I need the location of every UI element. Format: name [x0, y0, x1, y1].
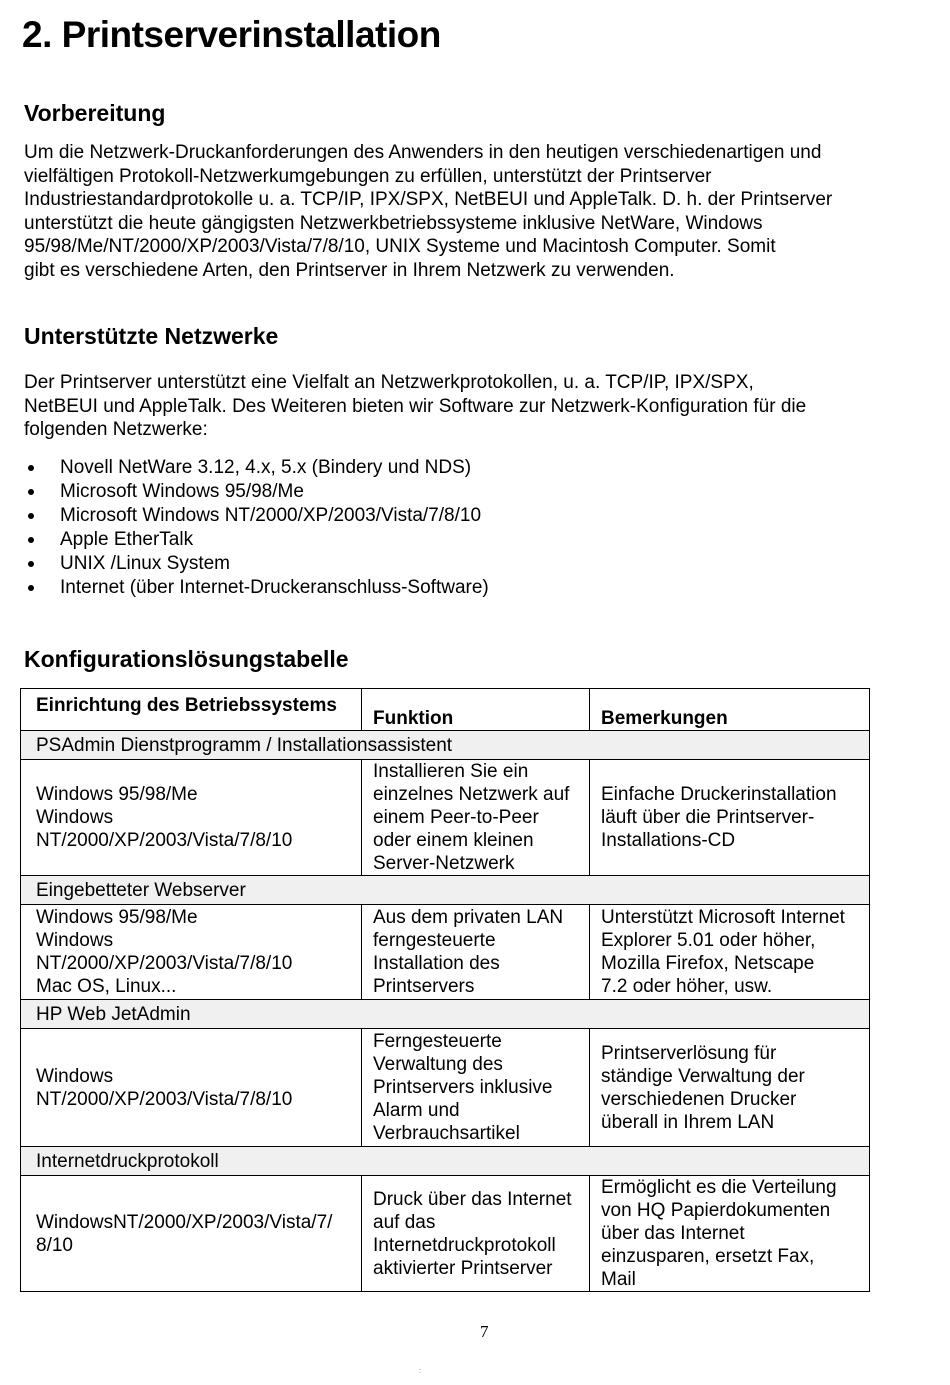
paragraph-line: NetBEUI und AppleTalk. Des Weiteren bieten wir Software zur Netzwerk-Konfiguration für die: [24, 395, 807, 417]
table-row: [21, 760, 870, 876]
header-cell-os: Einrichtung des Betriebssystems: [21, 689, 362, 731]
cell-os: WindowsNT/2000/XP/2003/Vista/7/ 8/10: [21, 1176, 362, 1292]
cell-function: Installieren Sie ein einzelnes Netzwerk auf einem Peer-to-Peer oder einem kleinen Server-Netzwerk: [362, 760, 590, 876]
cell-os: Windows 95/98/Me Windows NT/2000/XP/2003/Vista/7/8/10 Mac OS, Linux...: [21, 905, 362, 1000]
paragraph-line: unterstützt die heute gängigsten Netzwerkbetriebssysteme inklusive NetWare, Windows: [24, 212, 763, 234]
section-heading-table: Konfigurationslösungstabelle: [24, 646, 349, 672]
cell-os: Windows NT/2000/XP/2003/Vista/7/8/10: [21, 1029, 362, 1147]
cell-remarks: Einfache Druckerinstallation läuft über die Printserver- Installations-CD: [590, 760, 870, 876]
bullet-icon: [28, 537, 34, 543]
group-label: PSAdmin Dienstprogramm / Installationsassistent: [21, 731, 870, 760]
list-item: Internet (über Internet-Druckeranschluss-Software): [24, 576, 489, 600]
table-row: [21, 1176, 870, 1292]
group-label: HP Web JetAdmin: [21, 1000, 870, 1029]
header-cell-remarks: Bemerkungen: [590, 689, 870, 731]
table-group-row: [21, 1147, 870, 1176]
page-number: 7: [480, 1322, 489, 1341]
cell-function: Druck über das Internet auf das Internetdruckprotokoll aktivierter Printserver: [362, 1176, 590, 1292]
table-row: [21, 1029, 870, 1147]
list-item: Novell NetWare 3.12, 4.x, 5.x (Bindery und NDS): [24, 456, 489, 480]
paragraph-line: Der Printserver unterstützt eine Vielfalt an Netzwerkprotokollen, u. a. TCP/IP, IPX/SPX,: [24, 372, 754, 393]
page-title: 2. Printserverinstallation: [22, 14, 441, 55]
table-group-row: [21, 1000, 870, 1029]
bullet-icon: [28, 513, 34, 519]
network-list: [24, 456, 489, 600]
header-cell-function: Funktion: [362, 689, 590, 731]
configuration-table: [20, 688, 870, 1292]
list-item: Microsoft Windows 95/98/Me: [24, 480, 489, 504]
cell-function: Ferngesteuerte Verwaltung des Printservers inklusive Alarm und Verbrauchsartikel: [362, 1029, 590, 1147]
paragraph-line: Um die Netzwerk-Druckanforderungen des Anwenders in den heutigen verschiedenartigen und: [24, 142, 822, 163]
paragraph-line: Industriestandardprotokolle u. a. TCP/IP, IPX/SPX, NetBEUI und AppleTalk. D. h. der Printserver: [24, 189, 833, 211]
networks-paragraph: [24, 371, 924, 442]
section-heading-networks: Unterstützte Netzwerke: [24, 323, 279, 349]
bullet-icon: [28, 561, 34, 567]
list-item: UNIX /Linux System: [24, 552, 489, 576]
preparation-paragraph: [24, 141, 924, 283]
cell-remarks: Printserverlösung für ständige Verwaltung der verschiedenen Drucker überall in Ihrem LAN: [590, 1029, 870, 1147]
paragraph-line: gibt es verschiedene Arten, den Printserver in Ihrem Netzwerk zu verwenden.: [24, 259, 675, 281]
bullet-icon: [28, 465, 34, 471]
table-group-row: [21, 731, 870, 760]
table-header-row: [21, 689, 870, 731]
table-row: [21, 905, 870, 1000]
bullet-icon: [28, 585, 34, 591]
footer-mark: :: [419, 1368, 421, 1375]
table-group-row: [21, 876, 870, 905]
paragraph-line: vielfältigen Protokoll-Netzwerkumgebungen zu erfüllen, unterstützt der Printserver: [24, 165, 712, 187]
cell-remarks: Ermöglicht es die Verteilung von HQ Papierdokumenten über das Internet einzusparen, ersetzt Fax, Mail: [590, 1176, 870, 1292]
cell-os: Windows 95/98/Me Windows NT/2000/XP/2003/Vista/7/8/10: [21, 760, 362, 876]
group-label: Internetdruckprotokoll: [21, 1147, 870, 1176]
list-item: Apple EtherTalk: [24, 528, 489, 552]
group-label: Eingebetteter Webserver: [21, 876, 870, 905]
paragraph-line: folgenden Netzwerke:: [24, 419, 208, 441]
cell-function: Aus dem privaten LAN ferngesteuerte Installation des Printservers: [362, 905, 590, 1000]
cell-remarks: Unterstützt Microsoft Internet Explorer 5.01 oder höher, Mozilla Firefox, Netscape 7.2 oder höher, usw.: [590, 905, 870, 1000]
section-heading-preparation: Vorbereitung: [24, 100, 166, 126]
list-item: Microsoft Windows NT/2000/XP/2003/Vista/7/8/10: [24, 504, 489, 528]
paragraph-line: 95/98/Me/NT/2000/XP/2003/Vista/7/8/10, UNIX Systeme und Macintosh Computer. Somit: [24, 236, 776, 258]
bullet-icon: [28, 489, 34, 495]
